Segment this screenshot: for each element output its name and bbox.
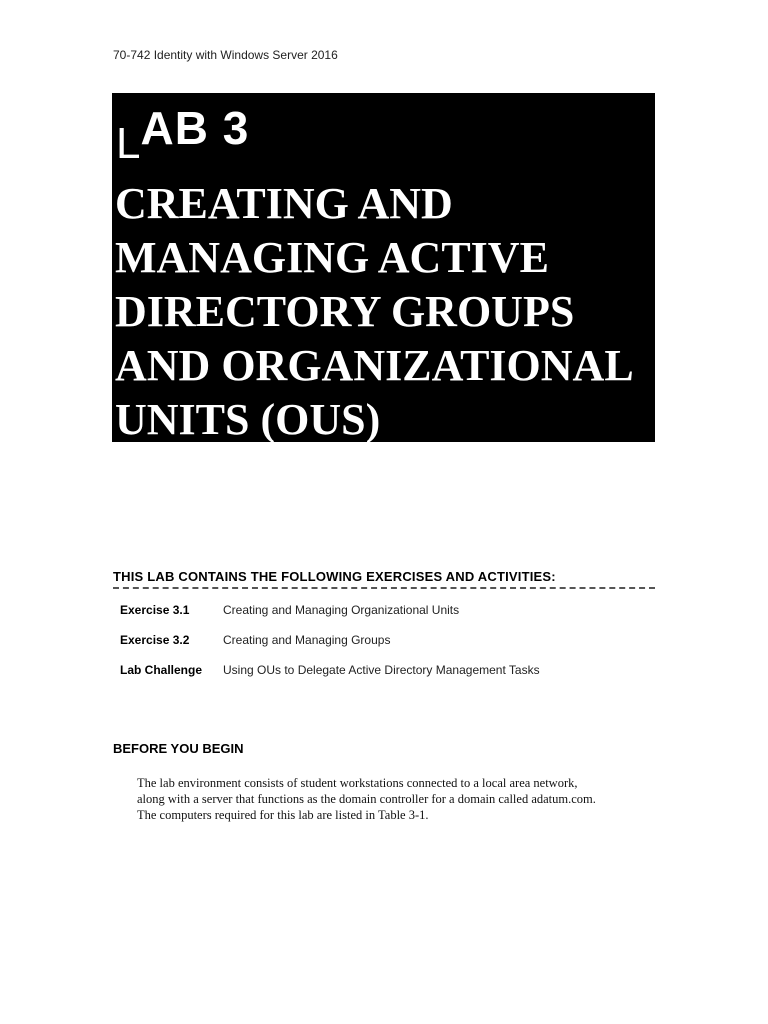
exercise-label: Lab Challenge (120, 663, 203, 677)
lab-number-rest: AB 3 (140, 102, 250, 154)
exercise-list (120, 603, 655, 693)
exercise-description: Using OUs to Delegate Active Directory Management Tasks (223, 663, 540, 677)
before-you-begin-paragraph: The lab environment consists of student workstations connected to a local area network, along with a server that functions as the domain controller for a domain called adatum.com. The computers required for this lab are listed in Table 3-1. (137, 776, 596, 822)
exercise-row (120, 603, 655, 633)
exercise-label: Exercise 3.1 (120, 603, 190, 617)
exercise-description: Creating and Managing Groups (223, 633, 391, 647)
lab-title-block (112, 93, 655, 442)
exercise-description: Creating and Managing Organizational Units (223, 603, 460, 617)
exercise-row (120, 633, 655, 663)
lab-number-heading (116, 101, 249, 169)
contents-heading: THIS LAB CONTAINS THE FOLLOWING EXERCISES AND ACTIVITIES: (113, 569, 655, 589)
exercise-label: Exercise 3.2 (120, 633, 190, 647)
running-header: 70-742 Identity with Windows Server 2016 (113, 48, 338, 62)
lab-number-initial: L (116, 119, 141, 168)
before-you-begin-heading: BEFORE YOU BEGIN (113, 741, 244, 756)
lab-title: CREATING AND MANAGING ACTIVE DIRECTORY GROUPS AND ORGANIZATIONAL UNITS (OUS) (115, 179, 632, 444)
exercise-row (120, 663, 655, 693)
